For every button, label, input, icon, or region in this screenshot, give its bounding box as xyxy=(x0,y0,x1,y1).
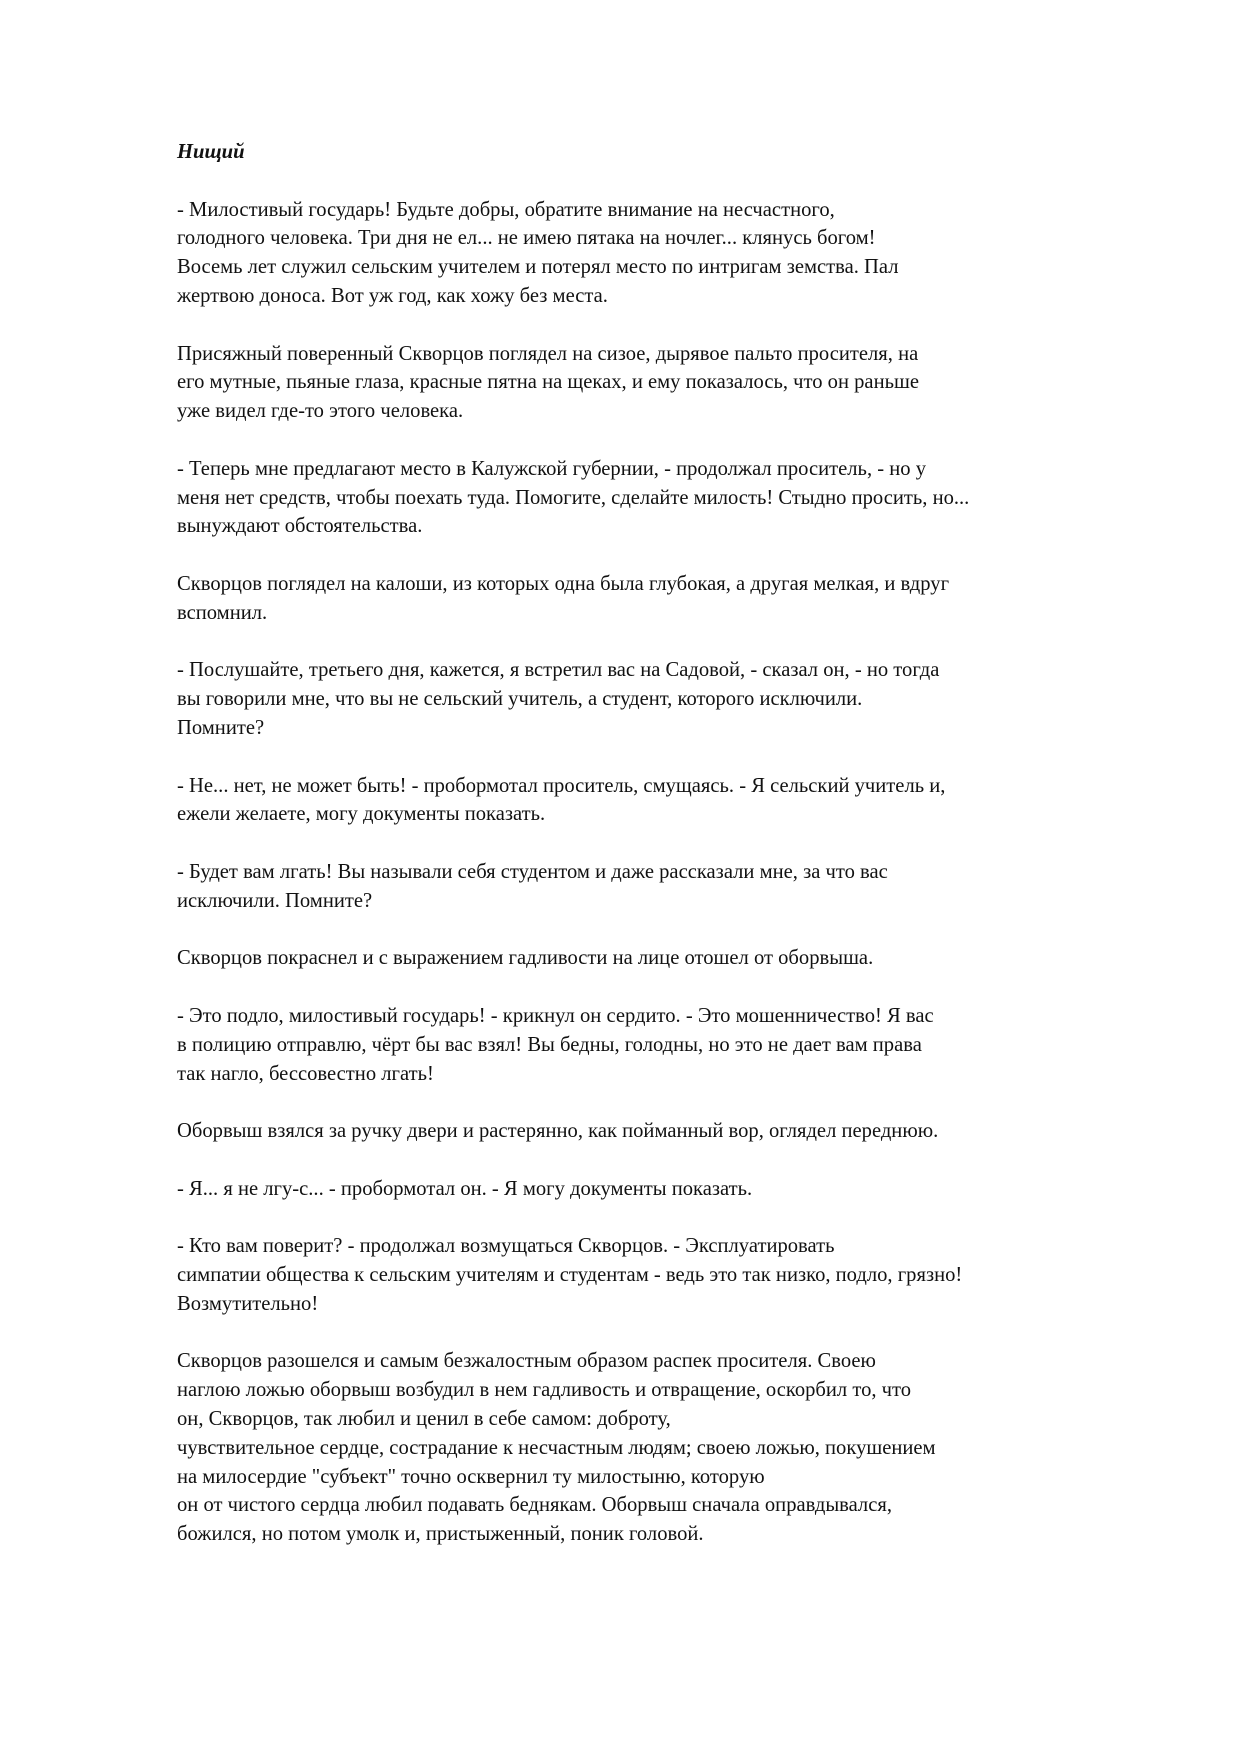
text-line: Помните? xyxy=(177,716,265,739)
text-line: его мутные, пьяные глаза, красные пятна на щеках, и ему показалось, что он раньше xyxy=(177,371,919,394)
paragraph xyxy=(177,570,1177,628)
paragraph xyxy=(177,340,1177,426)
text-line: - Это подло, милостивый государь! - крикнул он сердито. - Это мошенничество! Я вас xyxy=(177,1004,934,1027)
text-line: в полицию отправлю, чёрт бы вас взял! Вы бедны, голодны, но это не дает вам права xyxy=(177,1033,922,1056)
paragraph xyxy=(177,944,1177,973)
text-line: симпатии общества к сельским учителям и студентам - ведь это так низко, подло, грязно! xyxy=(177,1264,963,1287)
paragraph xyxy=(177,1347,1177,1549)
text-line: Скворцов поглядел на калоши, из которых одна была глубокая, а другая мелкая, и вдруг xyxy=(177,572,950,595)
paragraph xyxy=(177,858,1177,916)
paragraph xyxy=(177,196,1177,311)
text-line: - Послушайте, третьего дня, кажется, я встретил вас на Садовой, - сказал он, - но тогда xyxy=(177,659,940,682)
text-line: вспомнил. xyxy=(177,601,268,624)
text-line: Скворцов разошелся и самым безжалостным образом распек просителя. Своею xyxy=(177,1350,876,1373)
text-line: он от чистого сердца любил подавать беднякам. Оборвыш сначала оправдывался, xyxy=(177,1494,892,1517)
text-line: Присяжный поверенный Скворцов поглядел на сизое, дырявое пальто просителя, на xyxy=(177,342,919,365)
text-line: он, Скворцов, так любил и ценил в себе самом: доброту, xyxy=(177,1408,671,1431)
text-line: меня нет средств, чтобы поехать туда. Помогите, сделайте милость! Стыдно просить, но... xyxy=(177,486,970,509)
text-line: - Милостивый государь! Будьте добры, обратите внимание на несчастного, xyxy=(177,198,835,221)
text-line: исключили. Помните? xyxy=(177,889,373,912)
text-line: - Будет вам лгать! Вы называли себя студентом и даже рассказали мне, за что вас xyxy=(177,860,888,883)
text-line: вы говорили мне, что вы не сельский учитель, а студент, которого исключили. xyxy=(177,688,863,711)
text-line: уже видел где-то этого человека. xyxy=(177,400,464,423)
paragraph xyxy=(177,656,1177,742)
text-line: так нагло, бессовестно лгать! xyxy=(177,1062,434,1085)
text-line: голодного человека. Три дня не ел... не имею пятака на ночлег... клянусь богом! xyxy=(177,227,876,250)
paragraph xyxy=(177,772,1177,830)
paragraph-list xyxy=(177,196,1177,1549)
text-line: ежели желаете, могу документы показать. xyxy=(177,803,546,826)
text-line: - Я... я не лгу-с... - пробормотал он. - Я могу документы показать. xyxy=(177,1177,753,1200)
text-line: жертвою доноса. Вот уж год, как хожу без места. xyxy=(177,284,608,307)
text-line: вынуждают обстоятельства. xyxy=(177,515,423,538)
text-line: наглою ложью оборвыш возбудил в нем гадливость и отвращение, оскорбил то, что xyxy=(177,1379,912,1402)
paragraph xyxy=(177,1002,1177,1088)
text-line: чувствительное сердце, сострадание к несчастным людям; своею ложью, покушением xyxy=(177,1436,936,1459)
text-line: Оборвыш взялся за ручку двери и растерянно, как пойманный вор, оглядел переднюю. xyxy=(177,1120,939,1143)
text-line: - Не... нет, не может быть! - пробормотал проситель, смущаясь. - Я сельский учитель и, xyxy=(177,774,946,797)
paragraph xyxy=(177,455,1177,541)
paragraph xyxy=(177,1232,1177,1318)
text-line: божился, но потом умолк и, пристыженный, поник головой. xyxy=(177,1523,704,1546)
text-line: - Теперь мне предлагают место в Калужской губернии, - продолжал проситель, - но у xyxy=(177,457,927,480)
text-line: Возмутительно! xyxy=(177,1292,319,1315)
document-body xyxy=(177,138,1177,1578)
paragraph xyxy=(177,1117,1177,1146)
text-line: на милосердие "субъект" точно осквернил ту милостыню, которую xyxy=(177,1465,765,1488)
text-line: Скворцов покраснел и с выражением гадливости на лице отошел от оборвыша. xyxy=(177,947,874,970)
document-title: Нищий xyxy=(177,141,245,163)
paragraph xyxy=(177,1175,1177,1204)
text-line: - Кто вам поверит? - продолжал возмущаться Скворцов. - Эксплуатировать xyxy=(177,1235,835,1258)
text-line: Восемь лет служил сельским учителем и потерял место по интригам земства. Пал xyxy=(177,256,899,279)
